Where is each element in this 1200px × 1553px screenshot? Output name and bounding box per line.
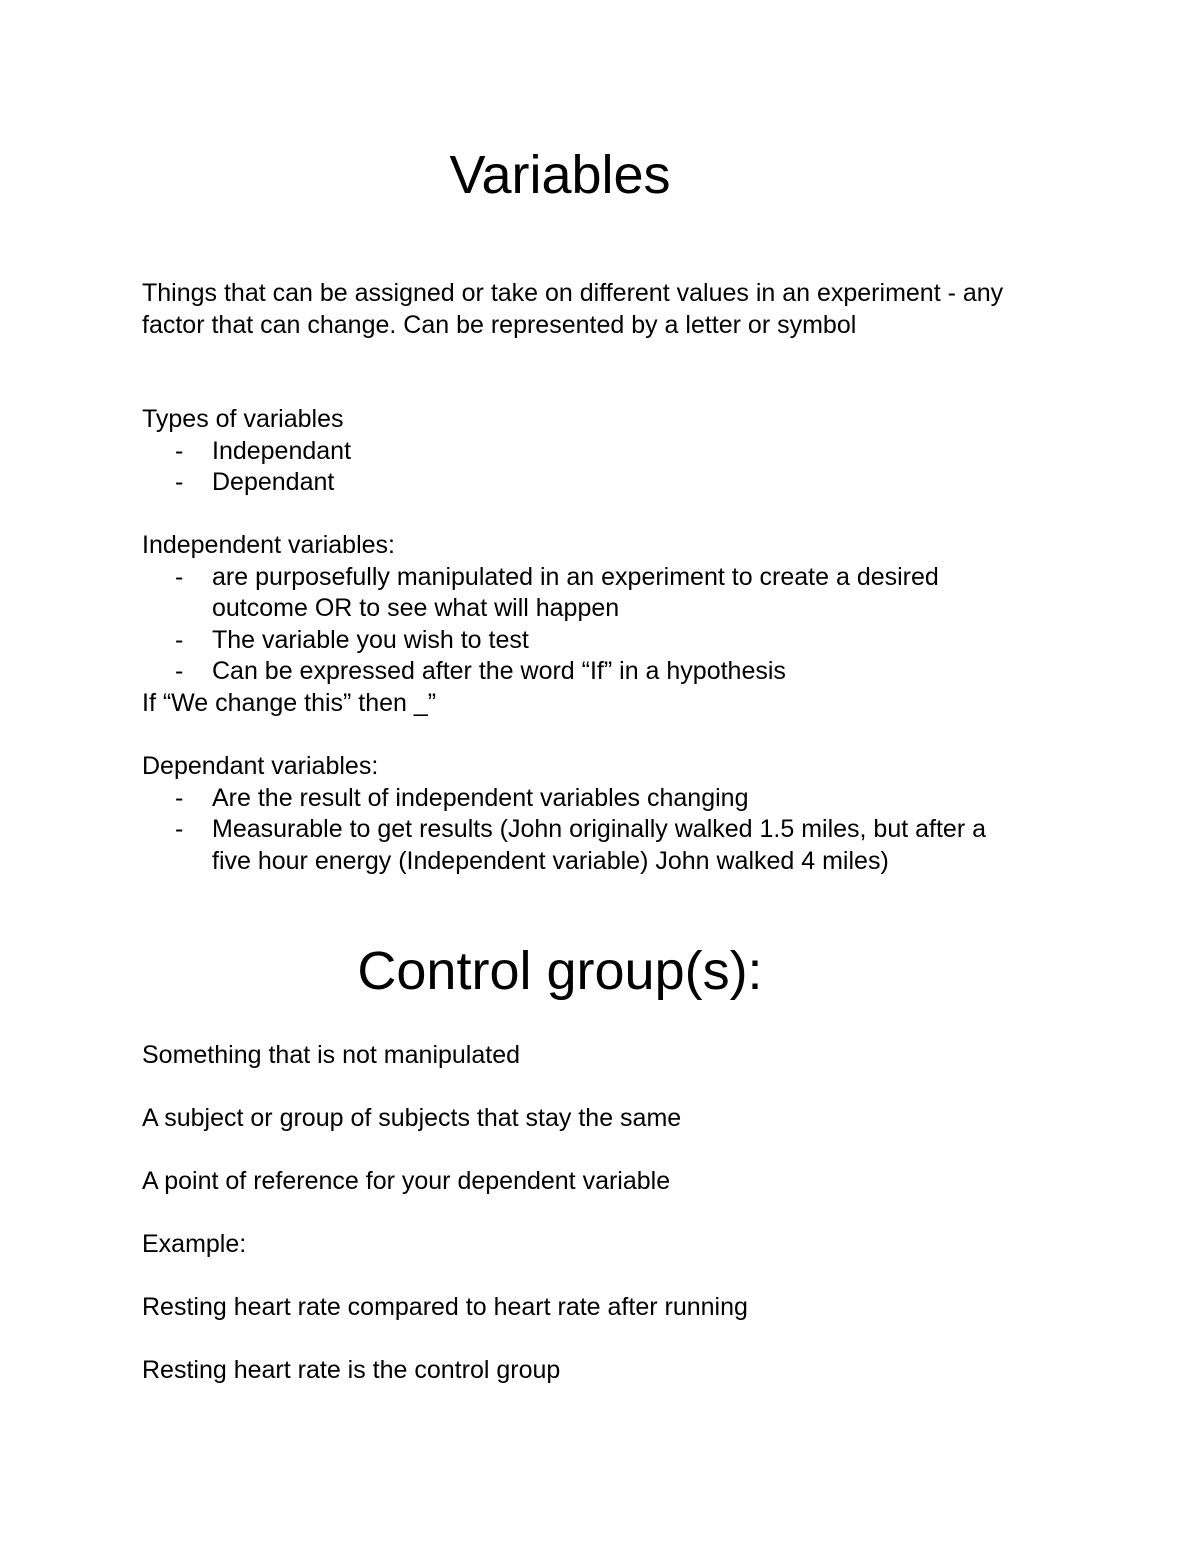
bullet-dash: - [175, 815, 184, 843]
control-line: Something that is not manipulated [142, 1041, 521, 1069]
control-line: Resting heart rate is the control group [142, 1356, 561, 1384]
independent-list [142, 562, 1022, 688]
control-line: A subject or group of subjects that stay the same [142, 1104, 682, 1132]
independent-heading: Independent variables: [142, 531, 395, 559]
list-item: - Independant [142, 436, 1022, 468]
list-item: - Can be expressed after the word “If” in a hypothesis [142, 656, 1022, 688]
definition-paragraph: Things that can be assigned or take on different values in an experiment - any factor that can change. Can be represented by a letter or symbol [142, 279, 1004, 339]
control-group-title: Control group(s): [357, 941, 763, 1001]
dependent-list [142, 783, 1022, 878]
control-line: A point of reference for your dependent variable [142, 1167, 671, 1195]
types-heading: Types of variables [142, 405, 344, 433]
independent-section [142, 530, 1022, 719]
list-item: - Measurable to get results (John originally walked 1.5 miles, but after a five hour energy (Independent variable) John walked 4 miles) [175, 815, 986, 875]
list-item: - The variable you wish to test [142, 625, 1022, 657]
control-example-label: Example: [142, 1230, 247, 1258]
bullet-dash: - [175, 468, 184, 496]
types-section [142, 404, 1022, 499]
bullet-dash: - [175, 625, 184, 654]
control-line: Resting heart rate compared to heart rate after running [142, 1293, 748, 1321]
dependent-heading: Dependant variables: [142, 752, 379, 780]
types-list [142, 436, 1022, 499]
bullet-dash: - [175, 562, 184, 591]
list-item: - are purposefully manipulated in an experiment to create a desired outcome OR to see what will happen [175, 562, 939, 622]
bullet-dash: - [175, 657, 184, 685]
hypothesis-example-line: If “We change this” then _” [142, 688, 437, 717]
list-item: - Are the result of independent variables changing [142, 783, 1022, 815]
bullet-dash: - [175, 783, 184, 812]
page-title: Variables [449, 145, 671, 205]
list-item: - Dependant [142, 467, 1022, 499]
bullet-dash: - [175, 436, 184, 465]
dependent-section [142, 751, 1022, 877]
